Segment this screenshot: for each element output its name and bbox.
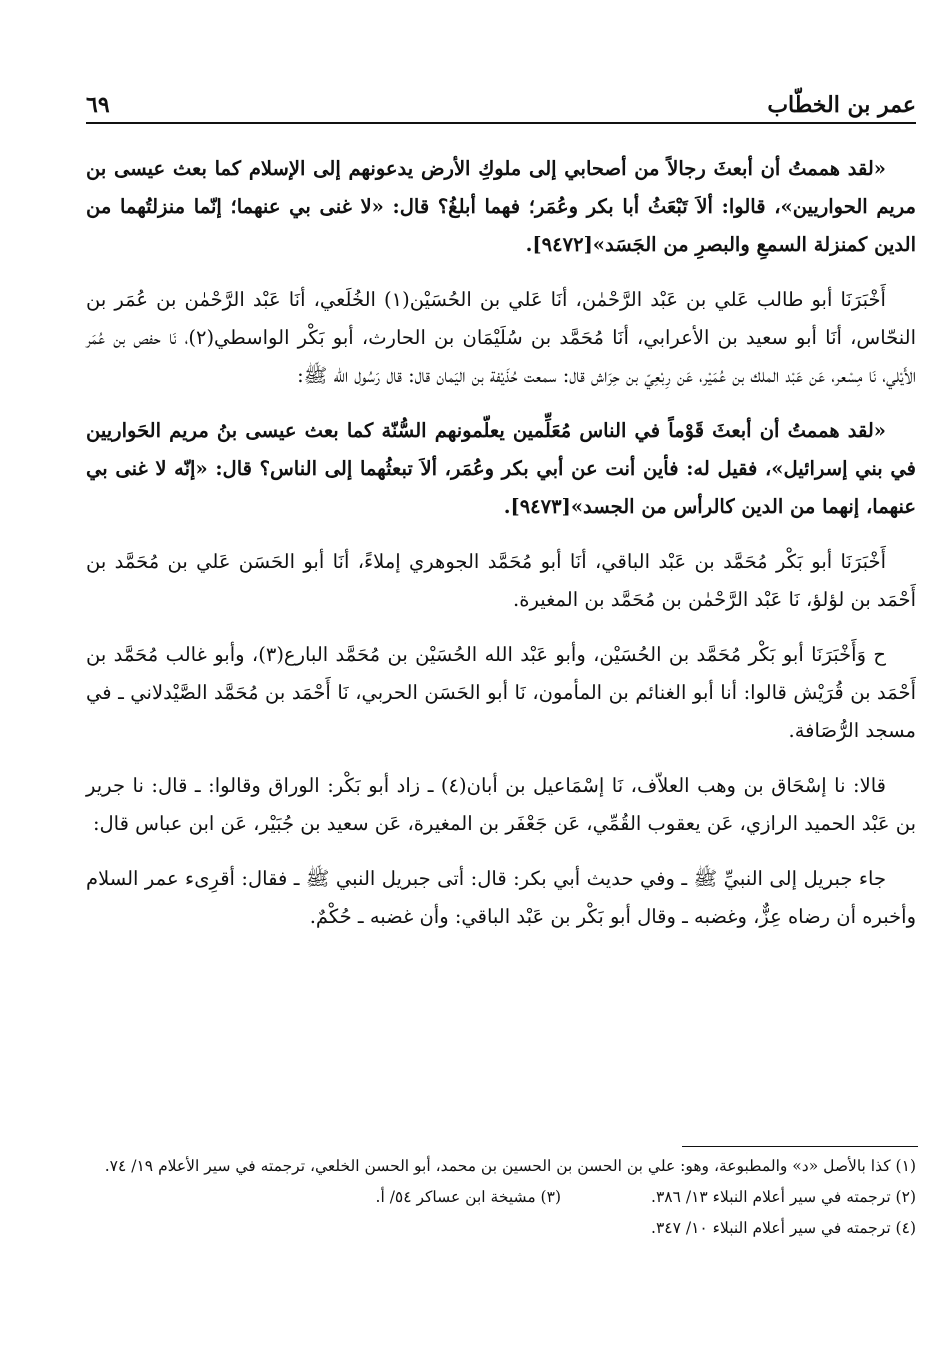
paragraph-hadith-3: جاء جبريل إلى النبيِّ ﷺ ـ وفي حديث أبي بكر: قال: أتى جبريل النبي ﷺ ـ فقال: أقرِىء عمر السلام وأخبره أن رضاه عِزٌّ، وغضبه ـ وقال أبو بَكْر بن عَبْد الباقي: وأن غضبه ـ حُكْمٌ.: [86, 867, 916, 928]
running-title: عمر بن الخطّاب: [767, 92, 916, 118]
footnote-1: (١) كذا بالأصل «د» والمطبوعة، وهو: علي بن الحسن بن الحسين بن محمد، أبو الحسن الخلعي، ترجمته في سير الأعلام ١٩/ ٧٤.: [104, 1157, 916, 1175]
paragraph-isnad-2: أَخْبَرَنَا أبو بَكْر مُحَمَّد بن عَبْد الباقي، أنَا أبو مُحَمَّد الجوهري إملاءً، أنَا أبو الحَسَن عَلي بن مُحَمَّد بن أَحْمَد بن لؤلؤ، نَا عَبْد الرَّحْمٰن بن مُحَمَّد بن المغيرة.: [86, 550, 916, 611]
footnote-row: [86, 1183, 916, 1214]
running-header: [86, 86, 916, 124]
footnotes: [86, 1152, 916, 1245]
paragraph-isnad-1: أَخْبَرَنَا أبو طالب عَلي بن عَبْد الرَّحْمٰن، أنَا عَلي بن الحُسَيْن(١) الخُلَعي، أنَا عَبْد الرَّحْمٰن بن عُمَر بن النحّاس، أنَا أبو سعيد بن الأعرابي، أنَا مُحَمَّد بن سُلَيْمَان بن الحارث، أبو بَكْر الواسطي(٢)، نَا حفص بن عُمَر الأَيْلي، نَا مِسْعر، عَن عَبْد الملك بن عُمَيْر، عَن رِبْعِيّ بن حِرَاش قال: سمعت حُذَيْفة بن اليَمان قال: قال رَسُول الله ﷺ:: [86, 288, 916, 387]
footnote-4: (٤) ترجمته في سير أعلام النبلاء ١٠/ ٣٤٧.: [651, 1219, 916, 1237]
paragraph-isnad-3: ح وَأَخْبَرَنَا أبو بَكْر مُحَمَّد بن الحُسَيْن، وأبو عَبْد الله الحُسَيْن بن مُحَمَّد البارع(٣)، وأبو غالب مُحَمَّد بن أَحْمَد بن قُرَيْش قالوا: أنا أبو الغنائم بن المأمون، نَا أبو الحَسَن الحربي، نَا أَحْمَد بن مُحَمَّد الصَّيْدلاني ـ في مسجد الرُّصَافة.: [86, 643, 916, 742]
main-text: [86, 150, 916, 953]
paragraph-hadith-2: «لقد هممتُ أن أبعثَ قَوْماً في الناس مُعَلِّمين يعلّمونهم السُّنّة كما بعث عيسى بنُ مريم الحَواريين في بني إسرائيل»، فقيل له: فأين أنت عن أبي بكر وعُمَر، ألاَ تبعثُهما إلى الناس؟ قال: «إنّه لا غنى بي عنهما، إنهما من الدين كالرأس من الجسد»[٩٤٧٣].: [86, 419, 916, 518]
footnote-3: (٣) مشيخة ابن عساكر ٥٤/ أ.: [375, 1188, 561, 1206]
paragraph-isnad-4: قالا: نا إسْحَاق بن وهب العلاّف، نَا إسْمَاعيل بن أبان(٤) ـ زاد أبو بَكْر: الوراق وقالوا: ـ قال: نا جرير بن عَبْد الحميد الرازي، عَن يعقوب القُمِّي، عَن جَعْفَر بن المغيرة، عَن سعيد بن جُبَيْر، عَن ابن عباس قال:: [86, 774, 916, 835]
footnote-divider: [682, 1146, 918, 1147]
paragraph-hadith-1: «لقد هممتُ أن أبعثَ رجالاً من أصحابي إلى ملوكِ الأرض يدعونهم إلى الإسلام كما بعث عيسى بن مريم الحواريين»، قالوا: ألاَ تَبْعَثُ أبا بكر وعُمَر؛ فهما أبلغُ؟ قال: «لا غنى بي عنهما؛ إنّما منزلتُهما من الدين كمنزلة السمعِ والبصرِ من الجَسَد»[٩٤٧٢].: [86, 157, 916, 256]
footnote-2: (٢) ترجمته في سير أعلام النبلاء ١٣/ ٣٨٦.: [651, 1188, 916, 1206]
page-number: ٦٩: [86, 92, 110, 118]
